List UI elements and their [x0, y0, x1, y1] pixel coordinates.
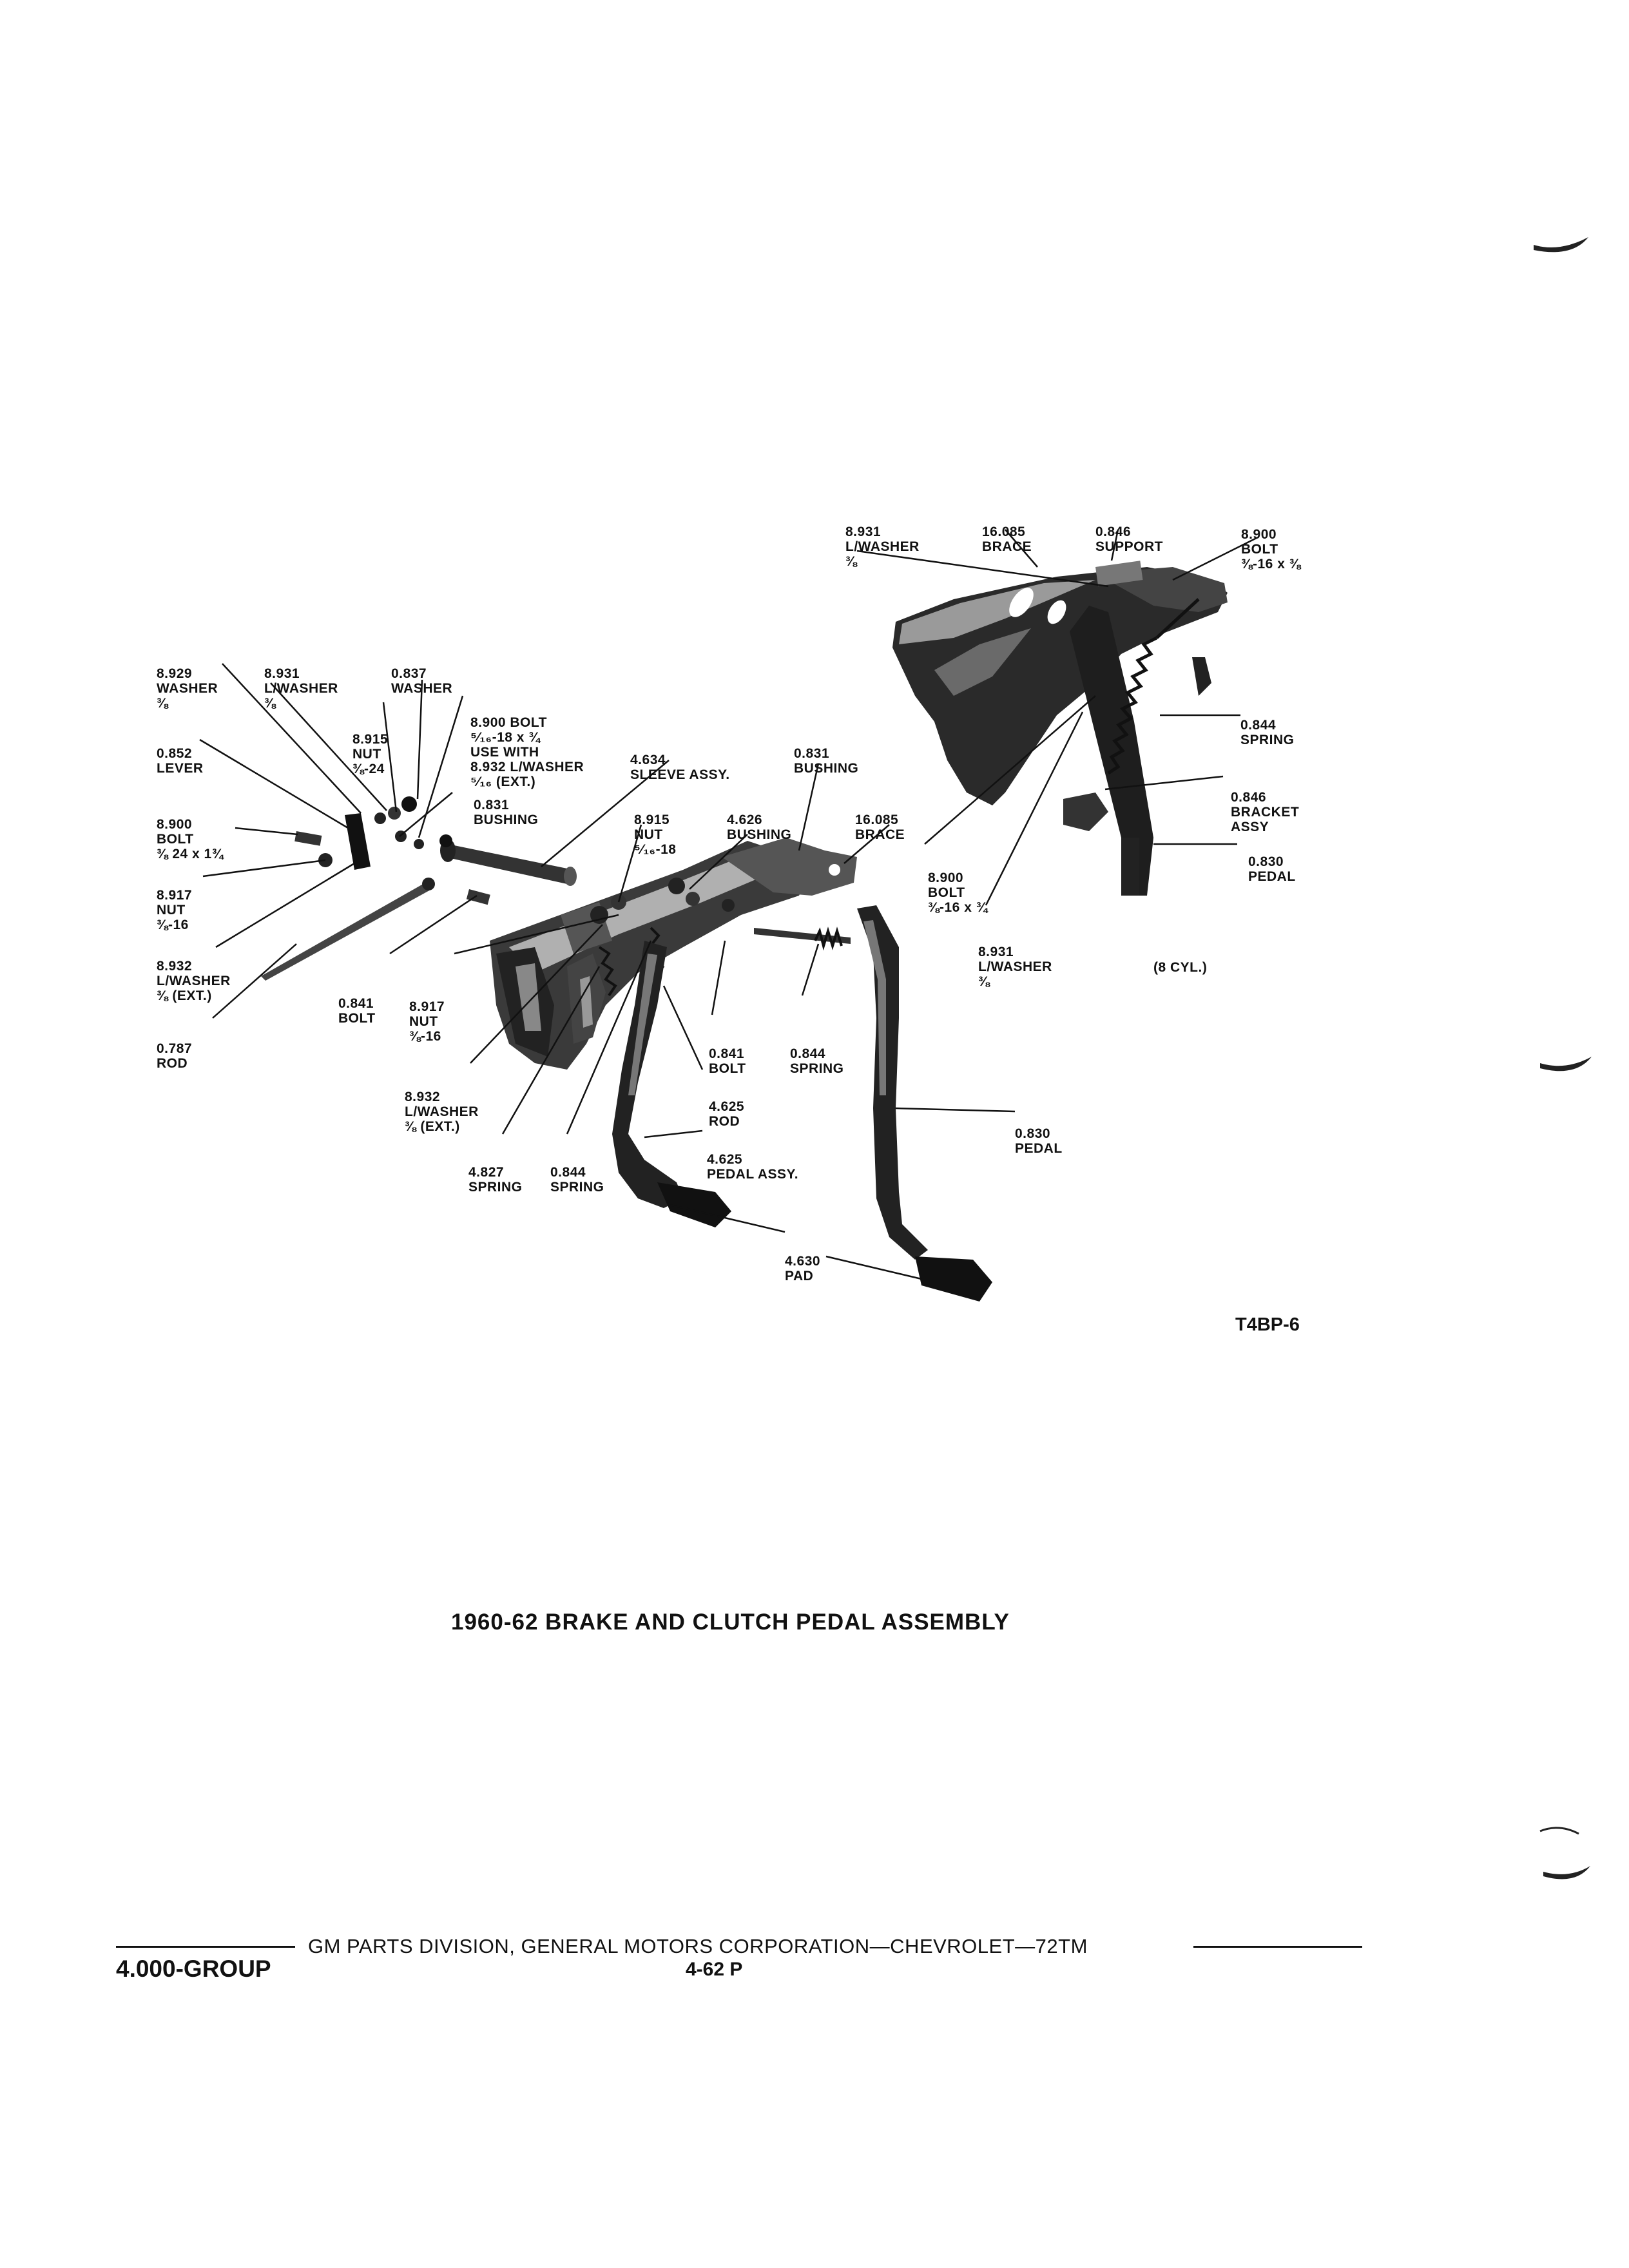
inset-bracket	[1063, 793, 1108, 831]
part-name: WASHER	[391, 681, 453, 696]
part-number: 0.844	[790, 1046, 826, 1061]
part-name: BOLT	[709, 1061, 746, 1076]
callout-inset-pedal	[1248, 825, 1296, 899]
footer-publisher: GM PARTS DIVISION, GENERAL MOTORS CORPORATION—CHEVROLET—72TM	[308, 1935, 1088, 1957]
part-spec: ⅜ 24 x 1¾	[157, 847, 224, 861]
part-number: 0.846	[1231, 790, 1267, 805]
callout-pad-4630	[785, 1224, 820, 1298]
part-number: 8.915	[634, 812, 670, 827]
part-spec: ⅜	[845, 554, 858, 569]
part-name: SLEEVE ASSY.	[630, 767, 730, 782]
part-name: BOLT	[928, 885, 965, 900]
part-number: 0.844	[1240, 718, 1277, 733]
callout-inset-brace	[982, 495, 1032, 569]
part-name: BOLT	[157, 832, 194, 847]
part-spec: ⅜	[157, 696, 169, 711]
part-number: 16.085	[982, 524, 1026, 539]
part-name: LEVER	[157, 761, 204, 776]
part-name: BUSHING	[727, 827, 792, 842]
part-number: 0.831	[474, 798, 510, 812]
part-number: 0.841	[709, 1046, 745, 1061]
callout-washer-0837	[391, 637, 452, 711]
part-number: 8.932	[405, 1090, 441, 1104]
part-name: PEDAL	[1015, 1141, 1063, 1156]
callout-nut-8917-center	[409, 970, 445, 1059]
part-name: L/WASHER	[845, 539, 920, 554]
part-name: PEDAL ASSY.	[707, 1167, 799, 1182]
part-number: 16.085	[855, 812, 899, 827]
footer-rule-left	[116, 1946, 295, 1948]
group-label: 4.000-GROUP	[116, 1956, 271, 1982]
part-spec: ⅜-24	[352, 762, 385, 776]
part-number: 4.630	[785, 1254, 821, 1269]
callout-rod-0787	[157, 1012, 192, 1086]
part-note: 8.932 L/WASHER	[470, 760, 584, 774]
part-name: SPRING	[468, 1180, 523, 1195]
part-name: NUT	[634, 827, 663, 842]
part-number: 0.830	[1015, 1126, 1051, 1141]
callout-inset-bolt	[1241, 497, 1301, 586]
callout-inset-support	[1095, 495, 1163, 569]
callout-brace-16085	[855, 783, 905, 857]
part-name: SUPPORT	[1095, 539, 1164, 554]
part-spec: ⅜-16	[157, 918, 189, 932]
callout-lever-0852	[157, 716, 204, 791]
part-name: BUSHING	[794, 761, 859, 776]
part-spec: ⅜ (EXT.)	[405, 1119, 460, 1134]
part-number: 8.900	[1241, 527, 1277, 542]
part-number: 4.625	[707, 1152, 743, 1167]
part-number: 8.931	[978, 945, 1014, 959]
callout-inset-lwasher	[845, 495, 920, 584]
part-number: 8.917	[157, 888, 193, 903]
sleeve-assy	[445, 844, 574, 884]
callout-inset-spring	[1240, 688, 1295, 762]
part-name: WASHER	[157, 681, 218, 696]
part-spec: ⅜-16	[409, 1029, 441, 1044]
callout-spring-0844-lower	[550, 1135, 604, 1209]
callout-spring-4827	[468, 1135, 523, 1209]
part-number: 8.900	[157, 817, 193, 832]
part-name: L/WASHER	[978, 959, 1052, 974]
part-name: ROD	[709, 1114, 740, 1129]
part-name: ROD	[157, 1056, 188, 1071]
part-number: 0.787	[157, 1041, 193, 1056]
part-name: L/WASHER	[405, 1104, 479, 1119]
part-name: SPRING	[1240, 733, 1295, 747]
engine-variant-note: (8 CYL.)	[1153, 960, 1208, 975]
part-name: BOLT	[1241, 542, 1278, 557]
callout-bolt-0841-left	[338, 966, 376, 1041]
part-name: BUSHING	[474, 812, 539, 827]
part-number: 8.900 BOLT	[470, 715, 547, 730]
part-number: 0.844	[550, 1165, 586, 1180]
part-number: 8.931	[264, 666, 300, 681]
callout-lwasher-8931	[264, 637, 338, 726]
part-name: ASSY	[1231, 820, 1269, 834]
part-note: USE WITH	[470, 745, 539, 760]
part-number: 8.932	[157, 959, 193, 974]
part-number: 0.841	[338, 996, 374, 1011]
part-spec: ⁵⁄₁₆-18	[634, 842, 677, 857]
part-spec: ⅜ (EXT.)	[157, 988, 212, 1003]
footer-rule-right	[1193, 1946, 1362, 1948]
callout-lwasher-8932-left	[157, 929, 231, 1018]
callout-bushing-4626	[727, 783, 791, 857]
part-name: BRACE	[855, 827, 905, 842]
callout-washer-8929	[157, 637, 218, 726]
part-spec: ⅜-16 x ¾	[928, 900, 988, 915]
part-name: PAD	[785, 1269, 814, 1283]
callout-bushing-0831-upper	[794, 716, 858, 791]
part-spec: ⅜-16 x ⅜	[1241, 557, 1301, 572]
part-name: BRACE	[982, 539, 1032, 554]
part-name: BOLT	[338, 1011, 376, 1026]
part-name: NUT	[352, 747, 381, 762]
part-number: 0.837	[391, 666, 427, 681]
part-name: L/WASHER	[264, 681, 338, 696]
part-number: 8.929	[157, 666, 193, 681]
part-number: 8.900	[928, 870, 964, 885]
part-name: SPRING	[550, 1180, 604, 1195]
clutch-pad	[915, 1256, 992, 1302]
part-name: PEDAL	[1248, 869, 1296, 884]
callout-inset-variant	[1153, 930, 1207, 990]
part-name: SPRING	[790, 1061, 844, 1076]
part-name: BRACKET	[1231, 805, 1300, 820]
part-name: NUT	[157, 903, 186, 918]
callout-nut-8915	[352, 702, 388, 791]
part-number: 0.852	[157, 746, 193, 761]
part-number: 0.830	[1248, 854, 1284, 869]
part-name: NUT	[409, 1014, 438, 1029]
part-spec: ⅜	[264, 696, 276, 711]
callout-pedal-assy-4625	[707, 1122, 798, 1196]
callout-nut-8915-center	[634, 783, 676, 872]
callout-bushing-0831	[474, 768, 538, 842]
callout-pedal-0830	[1015, 1097, 1063, 1171]
part-number: 0.846	[1095, 524, 1132, 539]
part-number: 8.917	[409, 999, 445, 1014]
part-number: 4.634	[630, 753, 666, 767]
figure-code: T4BP-6	[1235, 1314, 1300, 1335]
page-number: 4-62 P	[686, 1959, 743, 1980]
part-number: 4.827	[468, 1165, 505, 1180]
inset-pedal-arm	[1070, 606, 1153, 896]
part-spec: ⅜	[978, 974, 990, 989]
part-name: L/WASHER	[157, 974, 231, 988]
part-number: 0.831	[794, 746, 830, 761]
scan-marks	[1534, 237, 1592, 1879]
part-spec: ⁵⁄₁₆ (EXT.)	[470, 774, 536, 789]
part-number: 4.626	[727, 812, 763, 827]
callout-inset-lwasher-lower	[978, 915, 1052, 1004]
callout-spring-0844-center	[790, 1017, 844, 1091]
lever-part	[345, 813, 371, 870]
diagram-caption: 1960-62 BRAKE AND CLUTCH PEDAL ASSEMBLY	[451, 1610, 1010, 1635]
part-number: 8.915	[352, 732, 389, 747]
clutch-pedal	[857, 905, 928, 1260]
callout-lwasher-8932-center	[405, 1060, 479, 1149]
part-number: 4.625	[709, 1099, 745, 1114]
part-spec: ⁵⁄₁₆-18 x ¾	[470, 730, 541, 745]
part-number: 8.931	[845, 524, 882, 539]
